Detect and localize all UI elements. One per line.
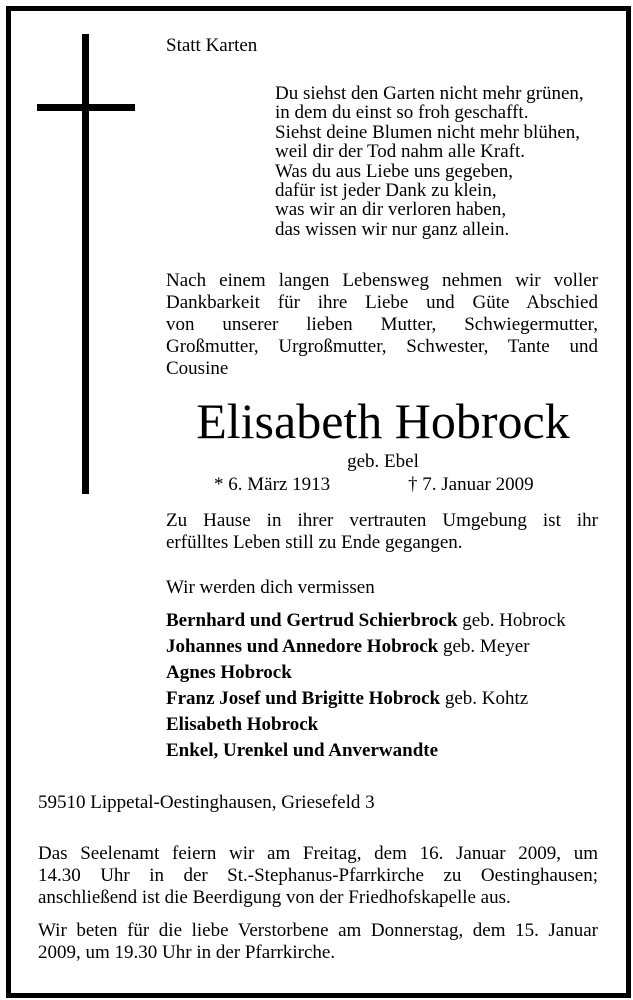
address: 59510 Lippetal-Oestinghausen, Griesefeld 3 — [38, 792, 375, 813]
family-member — [166, 608, 566, 634]
service-line: Das Seelenamt feiern wir am Freitag, dem 16. Januar 2009, um — [38, 843, 598, 864]
home-line: erfülltes Leben still zu Ende gegangen. — [166, 532, 463, 553]
member-name: Elisabeth Hobrock — [166, 714, 319, 735]
member-geb: geb. Kohtz — [444, 688, 529, 709]
family-member — [166, 660, 292, 686]
member-name: Bernhard und Gertrud Schierbrock — [166, 610, 458, 631]
death-date: † 7. Januar 2009 — [408, 474, 534, 495]
poem — [275, 84, 584, 239]
family-member — [166, 634, 530, 660]
family-member — [166, 712, 318, 738]
intro-line: Nach einem langen Lebensweg nehmen wir voller — [166, 270, 598, 291]
poem-line: weil dir der Tod nahm alle Kraft. — [275, 141, 525, 163]
poem-line: das wissen wir nur ganz allein. — [275, 218, 510, 240]
intro-line: Dankbarkeit für ihre Liebe und Güte Abschied — [166, 292, 598, 313]
member-geb: geb. Hobrock — [462, 610, 566, 631]
family-member — [166, 738, 438, 764]
member-name: Agnes Hobrock — [166, 662, 292, 683]
member-name: Franz Josef und Brigitte Hobrock — [166, 688, 441, 709]
home-line: Zu Hause in ihrer vertrauten Umgebung ist ihr — [166, 510, 598, 531]
intro-line: von unserer lieben Mutter, Schwiegermutter, — [166, 314, 598, 335]
maiden-name: geb. Ebel — [347, 451, 419, 472]
poem-line: Was du aus Liebe uns gegeben, — [275, 160, 514, 182]
poem-line: was wir an dir verloren haben, — [275, 199, 507, 221]
family-member — [166, 686, 528, 712]
family-intro: Wir werden dich vermissen — [166, 577, 375, 598]
member-name: Johannes und Annedore Hobrock — [166, 636, 439, 657]
member-geb: geb. Meyer — [443, 636, 530, 657]
prayer-line: Wir beten für die liebe Verstorbene am Donnerstag, dem 15. Januar — [38, 920, 598, 941]
service-line: 14.30 Uhr in der St.-Stephanus-Pfarrkirche zu Oestinghausen; — [38, 865, 598, 886]
service-line: anschließend ist die Beerdigung von der Friedhofskapelle aus. — [38, 887, 511, 908]
poem-line: in dem du einst so froh geschafft. — [275, 102, 529, 124]
intro-line: Cousine — [166, 358, 229, 379]
cross-icon — [82, 34, 89, 494]
intro-line: Großmutter, Urgroßmutter, Schwester, Tante und — [166, 336, 598, 357]
birth-date: * 6. März 1913 — [214, 474, 331, 495]
poem-line: Siehst deine Blumen nicht mehr blühen, — [275, 121, 581, 143]
prayer-line: 2009, um 19.30 Uhr in der Pfarrkirche. — [38, 942, 336, 963]
member-name: Enkel, Urenkel und Anverwandte — [166, 740, 439, 761]
cross-icon-bar — [37, 104, 135, 111]
poem-line: dafür ist jeder Dank zu klein, — [275, 180, 497, 202]
statt-karten: Statt Karten — [166, 35, 258, 56]
deceased-name: Elisabeth Hobrock — [196, 393, 570, 449]
poem-line: Du siehst den Garten nicht mehr grünen, — [275, 83, 584, 104]
